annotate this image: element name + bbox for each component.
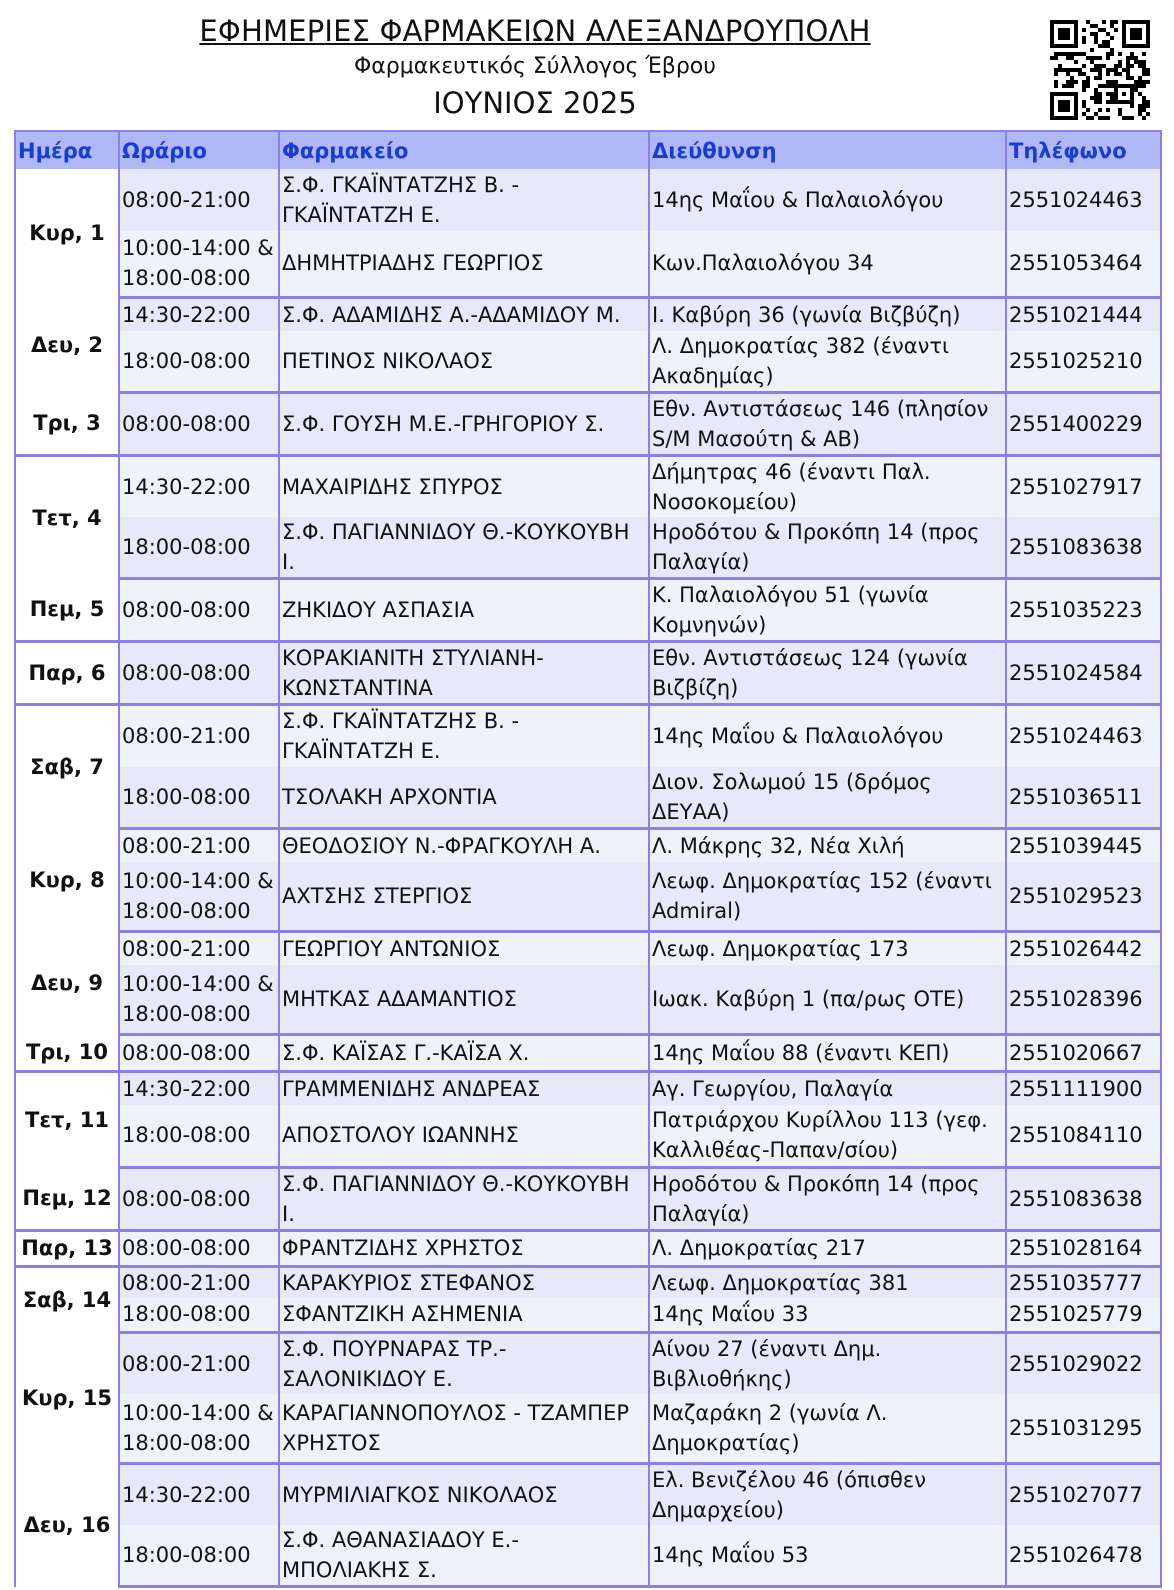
day-cell: Τετ, 11 — [15, 1071, 119, 1167]
phone-cell: 2551027077 — [1006, 1463, 1161, 1525]
day-cell: Σαβ, 14 — [15, 1266, 119, 1332]
phone-cell: 2551027917 — [1006, 456, 1161, 518]
table-row — [15, 1525, 1161, 1587]
address-cell: Λ. Μάκρης 32, Νέα Χιλή — [649, 828, 1006, 862]
pharmacy-cell: ΣΦΑΝΤΖΙΚΗ ΑΣΗΜΕΝΙΑ — [279, 1298, 649, 1332]
pharmacy-cell: ΤΣΟΛΑΚΗ ΑΡΧΟΝΤΙΑ — [279, 767, 649, 829]
phone-cell: 2551036511 — [1006, 767, 1161, 829]
pharmacy-cell: Σ.Φ. ΚΑΪΣΑΣ Γ.-ΚΑΪΣΑ Χ. — [279, 1034, 649, 1071]
pharmacy-cell: ΓΕΩΡΓΙΟΥ ΑΝΤΩΝΙΟΣ — [279, 931, 649, 965]
hours-cell: 10:00-14:00 & 18:00-08:00 — [119, 862, 279, 931]
hours-cell: 10:00-14:00 & 18:00-08:00 — [119, 231, 279, 297]
hours-cell: 08:00-21:00 — [119, 828, 279, 862]
address-cell: 14ης Μαΐου 53 — [649, 1525, 1006, 1587]
pharmacy-cell: Σ.Φ. ΠΑΓΙΑΝΝΙΔΟΥ Θ.-ΚΟΥΚΟΥΒΗ Ι. — [279, 1167, 649, 1230]
address-cell: Πατριάρχου Κυρίλλου 113 (γεφ. Καλλιθέας-Παπαν/σίου) — [649, 1105, 1006, 1167]
day-cell: Τρι, 10 — [15, 1034, 119, 1071]
day-cell: Κυρ, 15 — [15, 1332, 119, 1463]
day-cell: Κυρ, 8 — [15, 828, 119, 931]
day-cell: Παρ, 6 — [15, 642, 119, 705]
page-subtitle: Φαρμακευτικός Σύλλογος Έβρου — [353, 54, 716, 79]
table-row — [15, 169, 1161, 231]
column-header-pharmacy: Φαρμακείο — [279, 131, 649, 169]
phone-cell: 2551053464 — [1006, 231, 1161, 297]
phone-cell: 2551031295 — [1006, 1394, 1161, 1463]
phone-cell: 2551035223 — [1006, 579, 1161, 642]
pharmacy-cell: Σ.Φ. ΑΘΑΝΑΣΙΑΔΟΥ Ε.-ΜΠΟΛΙΑΚΗΣ Σ. — [279, 1525, 649, 1587]
address-cell: 14ης Μαΐου 33 — [649, 1298, 1006, 1332]
pharmacy-cell: ΓΡΑΜΜΕΝΙΔΗΣ ΑΝΔΡΕΑΣ — [279, 1071, 649, 1105]
table-row — [15, 828, 1161, 862]
pharmacy-cell: ΑΠΟΣΤΟΛΟΥ ΙΩΑΝΝΗΣ — [279, 1105, 649, 1167]
phone-cell: 2551026442 — [1006, 931, 1161, 965]
table-body — [15, 169, 1161, 1587]
phone-cell: 2551029523 — [1006, 862, 1161, 931]
address-cell: Κων.Παλαιολόγου 34 — [649, 231, 1006, 297]
table-row — [15, 1394, 1161, 1463]
hours-cell: 08:00-08:00 — [119, 579, 279, 642]
table-row — [15, 642, 1161, 705]
day-cell: Σαβ, 7 — [15, 705, 119, 829]
address-cell: Λ. Δημοκρατίας 382 (έναντι Ακαδημίας) — [649, 331, 1006, 393]
day-cell: Παρ, 13 — [15, 1230, 119, 1266]
pharmacy-cell: Σ.Φ. ΓΟΥΣΗ Μ.Ε.-ΓΡΗΓΟΡΙΟΥ Σ. — [279, 393, 649, 456]
table-row — [15, 1167, 1161, 1230]
duty-schedule-table — [14, 130, 1162, 1588]
hours-cell: 08:00-08:00 — [119, 1167, 279, 1230]
table-row — [15, 297, 1161, 331]
pharmacy-cell: ΚΑΡΑΚΥΡΙΟΣ ΣΤΕΦΑΝΟΣ — [279, 1266, 649, 1298]
phone-cell: 2551083638 — [1006, 1167, 1161, 1230]
table-row — [15, 1230, 1161, 1266]
day-cell: Κυρ, 1 — [15, 169, 119, 297]
page-title: ΕΦΗΜΕΡΙΕΣ ΦΑΡΜΑΚΕΙΩΝ ΑΛΕΞΑΝΔΡΟΥΠΟΛΗ — [199, 14, 871, 48]
address-cell: Ιωακ. Καβύρη 1 (πα/ρως ΟΤΕ) — [649, 965, 1006, 1034]
table-row — [15, 931, 1161, 965]
table-row — [15, 965, 1161, 1034]
day-cell: Δευ, 16 — [15, 1463, 119, 1587]
hours-cell: 08:00-08:00 — [119, 1034, 279, 1071]
day-cell: Δευ, 2 — [15, 297, 119, 393]
table-row — [15, 1332, 1161, 1394]
day-cell: Πεμ, 12 — [15, 1167, 119, 1230]
hours-cell: 10:00-14:00 & 18:00-08:00 — [119, 965, 279, 1034]
hours-cell: 08:00-08:00 — [119, 1230, 279, 1266]
pharmacy-cell: Σ.Φ. ΑΔΑΜΙΔΗΣ Α.-ΑΔΑΜΙΔΟΥ Μ. — [279, 297, 649, 331]
table-row — [15, 1034, 1161, 1071]
pharmacy-cell: ΚΑΡΑΓΙΑΝΝΟΠΟΥΛΟΣ - ΤΖΑΜΠΕΡ ΧΡΗΣΤΟΣ — [279, 1394, 649, 1463]
day-cell: Πεμ, 5 — [15, 579, 119, 642]
table-row — [15, 705, 1161, 767]
phone-cell: 2551028396 — [1006, 965, 1161, 1034]
table-row — [15, 579, 1161, 642]
phone-cell: 2551029022 — [1006, 1332, 1161, 1394]
pharmacy-cell: ΚΟΡΑΚΙΑΝΙΤΗ ΣΤΥΛΙΑΝΗ-ΚΩΝΣΤΑΝΤΙΝΑ — [279, 642, 649, 705]
phone-cell: 2551024463 — [1006, 169, 1161, 231]
address-cell: Ηροδότου & Προκόπη 14 (προς Παλαγία) — [649, 517, 1006, 579]
address-cell: Κ. Παλαιολόγου 51 (γωνία Κομνηνών) — [649, 579, 1006, 642]
address-cell: Ηροδότου & Προκόπη 14 (προς Παλαγία) — [649, 1167, 1006, 1230]
phone-cell: 2551028164 — [1006, 1230, 1161, 1266]
hours-cell: 08:00-08:00 — [119, 393, 279, 456]
phone-cell: 2551020667 — [1006, 1034, 1161, 1071]
address-cell: Λεωφ. Δημοκρατίας 381 — [649, 1266, 1006, 1298]
hours-cell: 08:00-21:00 — [119, 1332, 279, 1394]
address-cell: Αγ. Γεωργίου, Παλαγία — [649, 1071, 1006, 1105]
phone-cell: 2551026478 — [1006, 1525, 1161, 1587]
phone-cell: 2551039445 — [1006, 828, 1161, 862]
table-row — [15, 1298, 1161, 1332]
table-row — [15, 1071, 1161, 1105]
hours-cell: 18:00-08:00 — [119, 331, 279, 393]
pharmacy-cell: ΔΗΜΗΤΡΙΑΔΗΣ ΓΕΩΡΓΙΟΣ — [279, 231, 649, 297]
address-cell: 14ης Μαΐου & Παλαιολόγου — [649, 705, 1006, 767]
column-header-address: Διεύθυνση — [649, 131, 1006, 169]
phone-cell: 2551400229 — [1006, 393, 1161, 456]
hours-cell: 08:00-21:00 — [119, 931, 279, 965]
hours-cell: 08:00-21:00 — [119, 1266, 279, 1298]
phone-cell: 2551025210 — [1006, 331, 1161, 393]
table-row — [15, 393, 1161, 456]
table-row — [15, 1463, 1161, 1525]
phone-cell: 2551035777 — [1006, 1266, 1161, 1298]
hours-cell: 08:00-21:00 — [119, 705, 279, 767]
address-cell: Λ. Δημοκρατίας 217 — [649, 1230, 1006, 1266]
day-cell: Τετ, 4 — [15, 456, 119, 579]
pharmacy-cell: ΑΧΤΣΗΣ ΣΤΕΡΓΙΟΣ — [279, 862, 649, 931]
pharmacy-cell: ΖΗΚΙΔΟΥ ΑΣΠΑΣΙΑ — [279, 579, 649, 642]
address-cell: Μαζαράκη 2 (γωνία Λ. Δημοκρατίας) — [649, 1394, 1006, 1463]
phone-cell: 2551024463 — [1006, 705, 1161, 767]
pharmacy-cell: ΠΕΤΙΝΟΣ ΝΙΚΟΛΑΟΣ — [279, 331, 649, 393]
hours-cell: 14:30-22:00 — [119, 1463, 279, 1525]
month-label: ΙΟΥΝΙΟΣ 2025 — [433, 86, 637, 120]
address-cell: Εθν. Αντιστάσεως 124 (γωνία Βιζβίζη) — [649, 642, 1006, 705]
address-cell: Αίνου 27 (έναντι Δημ. Βιβλιοθήκης) — [649, 1332, 1006, 1394]
hours-cell: 08:00-21:00 — [119, 169, 279, 231]
table-row — [15, 456, 1161, 518]
pharmacy-cell: ΜΑΧΑΙΡΙΔΗΣ ΣΠΥΡΟΣ — [279, 456, 649, 518]
pharmacy-cell: ΜΥΡΜΙΛΙΑΓΚΟΣ ΝΙΚΟΛΑΟΣ — [279, 1463, 649, 1525]
hours-cell: 18:00-08:00 — [119, 767, 279, 829]
phone-cell: 2551111900 — [1006, 1071, 1161, 1105]
phone-cell: 2551021444 — [1006, 297, 1161, 331]
table-row — [15, 767, 1161, 829]
address-cell: Διον. Σολωμού 15 (δρόμος ΔΕΥΑΑ) — [649, 767, 1006, 829]
table-header-row — [15, 131, 1161, 169]
pharmacy-cell: ΘΕΟΔΟΣΙΟΥ Ν.-ΦΡΑΓΚΟΥΛΗ Α. — [279, 828, 649, 862]
pharmacy-cell: Σ.Φ. ΠΑΓΙΑΝΝΙΔΟΥ Θ.-ΚΟΥΚΟΥΒΗ Ι. — [279, 517, 649, 579]
phone-cell: 2551024584 — [1006, 642, 1161, 705]
hours-cell: 18:00-08:00 — [119, 1105, 279, 1167]
qr-code-icon — [1050, 20, 1150, 120]
table-row — [15, 1266, 1161, 1298]
hours-cell: 14:30-22:00 — [119, 456, 279, 518]
phone-cell: 2551084110 — [1006, 1105, 1161, 1167]
address-cell: 14ης Μαΐου 88 (έναντι ΚΕΠ) — [649, 1034, 1006, 1071]
pharmacy-cell: Σ.Φ. ΓΚΑΪΝΤΑΤΖΗΣ Β. - ΓΚΑΪΝΤΑΤΖΗ Ε. — [279, 169, 649, 231]
column-header-hours: Ωράριο — [119, 131, 279, 169]
hours-cell: 18:00-08:00 — [119, 1298, 279, 1332]
column-header-phone: Τηλέφωνο — [1006, 131, 1161, 169]
hours-cell: 18:00-08:00 — [119, 517, 279, 579]
table-row — [15, 1105, 1161, 1167]
pharmacy-cell: Σ.Φ. ΓΚΑΪΝΤΑΤΖΗΣ Β. - ΓΚΑΪΝΤΑΤΖΗ Ε. — [279, 705, 649, 767]
hours-cell: 10:00-14:00 & 18:00-08:00 — [119, 1394, 279, 1463]
table-row — [15, 231, 1161, 297]
hours-cell: 08:00-08:00 — [119, 642, 279, 705]
pharmacy-cell: ΜΗΤΚΑΣ ΑΔΑΜΑΝΤΙΟΣ — [279, 965, 649, 1034]
address-cell: Ι. Καβύρη 36 (γωνία Βιζβύζη) — [649, 297, 1006, 331]
address-cell: Ελ. Βενιζέλου 46 (όπισθεν Δημαρχείου) — [649, 1463, 1006, 1525]
pharmacy-cell: ΦΡΑΝΤΖΙΔΗΣ ΧΡΗΣΤΟΣ — [279, 1230, 649, 1266]
address-cell: Λεωφ. Δημοκρατίας 173 — [649, 931, 1006, 965]
column-header-day: Ημέρα — [15, 131, 119, 169]
table-row — [15, 331, 1161, 393]
table-row — [15, 862, 1161, 931]
day-cell: Τρι, 3 — [15, 393, 119, 456]
address-cell: Δήμητρας 46 (έναντι Παλ. Νοσοκομείου) — [649, 456, 1006, 518]
table-row — [15, 517, 1161, 579]
document-header — [0, 0, 1174, 130]
address-cell: Λεωφ. Δημοκρατίας 152 (έναντι Admiral) — [649, 862, 1006, 931]
address-cell: Εθν. Αντιστάσεως 146 (πλησίον S/M Μασούτη & ΑΒ) — [649, 393, 1006, 456]
address-cell: 14ης Μαΐου & Παλαιολόγου — [649, 169, 1006, 231]
pharmacy-cell: Σ.Φ. ΠΟΥΡΝΑΡΑΣ ΤΡ.-ΣΑΛΟΝΙΚΙΔΟΥ Ε. — [279, 1332, 649, 1394]
hours-cell: 14:30-22:00 — [119, 297, 279, 331]
hours-cell: 18:00-08:00 — [119, 1525, 279, 1587]
hours-cell: 14:30-22:00 — [119, 1071, 279, 1105]
phone-cell: 2551025779 — [1006, 1298, 1161, 1332]
day-cell: Δευ, 9 — [15, 931, 119, 1034]
phone-cell: 2551083638 — [1006, 517, 1161, 579]
